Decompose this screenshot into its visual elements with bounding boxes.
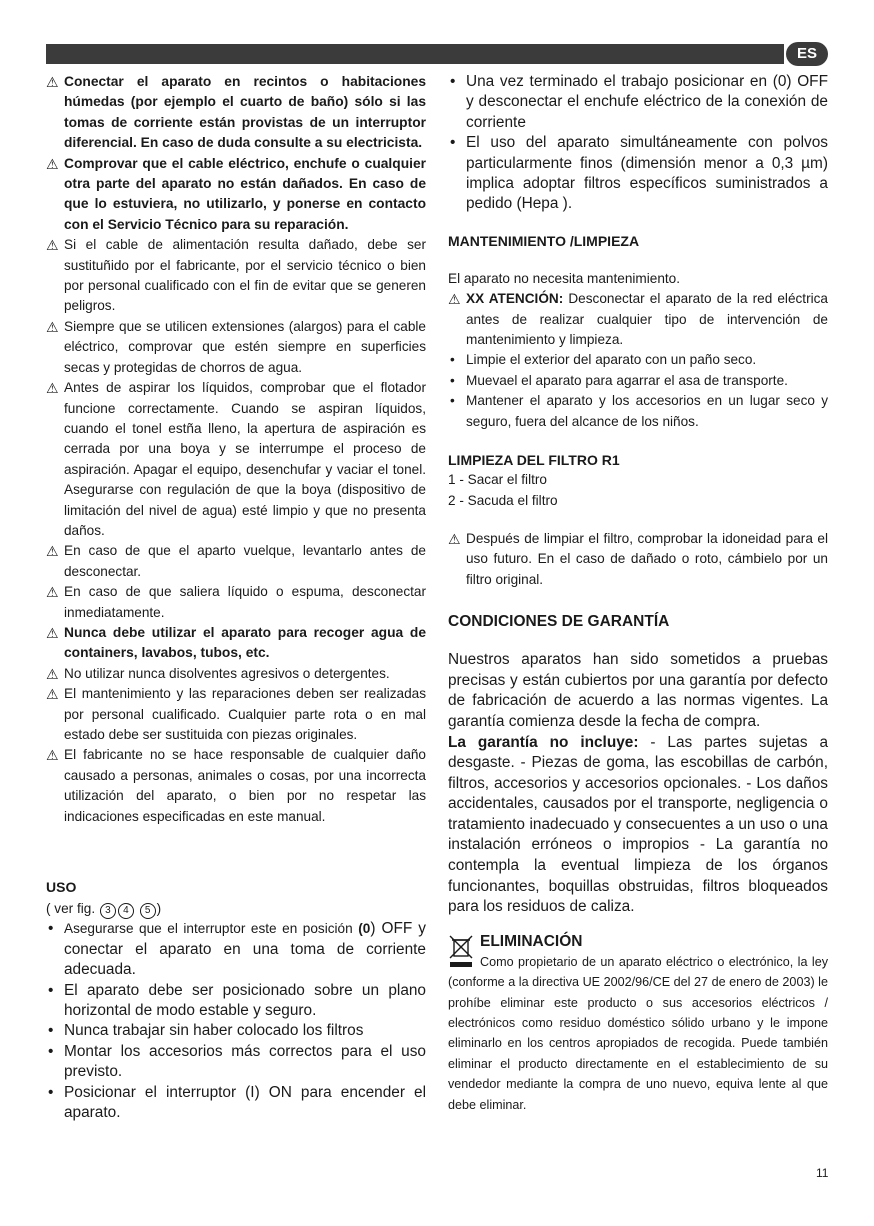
warning-item: ⚠ Conectar el aparato en recintos o habitaciones húmedas (por ejemplo el cuarto de baño) sólo si las tomas de corriente están provistas de un interruptor diferencial. En caso de duda consulte a su electricista. [46,74,426,151]
warning-item: ⚠ El fabricante no se hace responsable de cualquier daño causado a personas, animales o cosas, por una incorrecta utilización del aparato, o bien por no respetar las indicaciones especificadas en este manual. [46,747,426,824]
warning-item: ⚠ Antes de aspirar los líquidos, comprobar que el flotador funcione correctamente. Cuando se aspiran líquidos, cuando el tonel estña lleno, la apertura de aspiración es cerrada por una boya y se interrumpe el proceso de aspiración. Apagar el equipo, desenchufar y vaciar el tonel. Asegurarse con regulación de que la boya (dispositivo de limitación del nivel de agua) esté limpio y que no presenta daños. [46,380,426,538]
list-item: • Mantener el aparato y los accesorios en un lugar seco y seguro, fuera del alcance de los niños. [448,391,828,432]
figure-number: 5 [140,903,156,919]
warning-triangle-icon: ⚠ [46,747,59,764]
warning-triangle-icon: ⚠ [46,584,59,601]
warning-triangle-icon: ⚠ [448,530,461,547]
warranty-text: Nuestros aparatos han sido sometidos a pruebas precisas y están cubiertos por una garantía por defecto de fabricación de acuerdo a las normas vigentes. La garantía comienza desde la fecha de compra. [448,651,828,730]
warning-item: ⚠ Comprovar que el cable eléctrico, enchufe o cualquier otra parte del aparato no están dañados. En caso de que lo estuviera, no utilizarlo, y ponerse en contacto con el Servicio Técnico para su reparación. [46,155,426,232]
section-title-garantia: CONDICIONES DE GARANTÍA [448,613,670,631]
figure-number: 4 [118,903,134,919]
language-badge: ES [786,42,828,66]
warning-item: ⚠ XX ATENCIÓN: Desconectar el aparato de la red eléctrica antes de realizar cualquier tipo de intervención de mantenimiento y limpieza. [448,291,828,348]
warning-triangle-icon: ⚠ [46,155,59,172]
list-item: • El aparato debe ser posicionado sobre un plano horizontal de modo estable y seguro. [46,981,426,1022]
warning-triangle-icon: ⚠ [46,686,59,703]
warning-item: ⚠ No utilizar nunca disolventes agresivos o detergentes. [46,664,426,684]
crossed-bin-icon [448,934,474,968]
section-title-eliminacion: ELIMINACIÓN [480,932,583,950]
warning-triangle-icon: ⚠ [46,380,59,397]
filter-step: 2 - Sacuda el filtro [448,492,558,508]
warning-triangle-icon: ⚠ [46,74,59,90]
section-title-filtro: LIMPIEZA DEL FILTRO R1 [448,452,620,469]
disposal-section [448,932,828,1115]
list-item: • Posicionar el interruptor (I) ON para encender el aparato. [46,1083,426,1124]
list-item: • Asegurarse que el interruptor este en posición (0) OFF y conectar el aparato en una toma de corriente adecuada. [46,919,426,980]
warning-item: ⚠ Siempre que se utilicen extensiones (alargos) para el cable eléctrico, comprovar que estén siempre en superficies secas y protegidas de chorros de agua. [46,318,426,375]
warning-item: ⚠ Nunca debe utilizar el aparato para recoger agua de containers, lavabos, tubos, etc. [46,624,426,661]
list-item: • Limpie el exterior del aparato con un paño seco. [448,350,828,370]
list-item: • Nunca trabajar sin haber colocado los filtros [46,1021,426,1041]
left-column [46,72,426,1124]
warning-triangle-icon: ⚠ [46,624,59,641]
warning-item: ⚠ En caso de que el aparto vuelque, levantarlo antes de desconectar. [46,543,426,579]
figure-number: 3 [100,903,116,919]
list-item: • El uso del aparato simultáneamente con polvos particularmente finos (dimensión menor a 0,3 µm) implica adoptar filtros específicos suministrados a pedido (Hepa ). [448,133,828,215]
warning-item: ⚠ Después de limpiar el filtro, comprobar la idoneidad para el uso futuro. En el caso de dañado o roto, cámbielo por un filtro original. [448,530,828,587]
header-bar [46,44,784,64]
disposal-text: Como propietario de un aparato eléctrico o electrónico, la ley (conforme a la directiva UE 2002/96/CE del 27 de enero de 2003) le prohíbe eliminar este producto o sus accesorios eléctricos / electrónicos como residuo doméstico sólido urbano y le impone eliminarlo en los centros apropiados de recogida. Puede también eliminar el producto directamente en el establecimiento de su vendedor mediante la compra de uno nuevo, equiva lente al que debe eliminar. [448,954,828,1112]
warranty-exclusions: La garantía no incluye: - Las partes sujetas a desgaste. - Piezas de goma, las escobillas de carbón, filtros, accesorios y accesorios opcionales. - Los daños accidentales, causados por el transporte, negligencia o tratamiento inadecuado y consecuentes a un uso o una instalación erróneos o impropios - La garantía no contempla la eventual limpieza de los órganos funcionantes, boquillas obstruidas, filtros bloqueados para los residuos de caliza. [448,733,828,916]
list-item: • Muevael el aparato para agarrar el asa de transporte. [448,371,828,391]
list-item: • Una vez terminado el trabajo posicionar en (0) OFF y desconectar el enchufe eléctrico de la conexión de corriente [448,72,828,133]
warning-triangle-icon: ⚠ [46,665,59,682]
warning-triangle-icon: ⚠ [46,237,59,254]
filter-step: 1 - Sacar el filtro [448,472,547,488]
figure-reference: ( ver fig. 3 4 5 ) [46,899,426,919]
list-item: • Montar los accesorios más correctos para el uso previsto. [46,1042,426,1083]
section-title-mantenimiento: MANTENIMIENTO /LIMPIEZA [448,232,640,249]
maintenance-text: El aparato no necesita mantenimiento. [448,270,680,286]
warning-item: ⚠ El mantenimiento y las reparaciones deben ser realizadas por personal cualificado. Cualquier parte rota o en mal estado debe ser sustituida con piezas originales. [46,686,426,742]
warning-triangle-icon: ⚠ [448,291,461,308]
right-column [448,72,828,1115]
page-number: 11 [816,1166,829,1180]
warning-triangle-icon: ⚠ [46,318,59,335]
warning-triangle-icon: ⚠ [46,543,59,560]
warning-item: ⚠ En caso de que saliera líquido o espuma, desconectar inmediatamente. [46,584,426,620]
warning-item: ⚠ Si el cable de alimentación resulta dañado, debe ser sustituñido por el fabricante, por el servicio técnico o bien por personal cualificado con el fin de evitar que se generen peligros. [46,237,426,314]
section-title-uso: USO [46,879,77,896]
